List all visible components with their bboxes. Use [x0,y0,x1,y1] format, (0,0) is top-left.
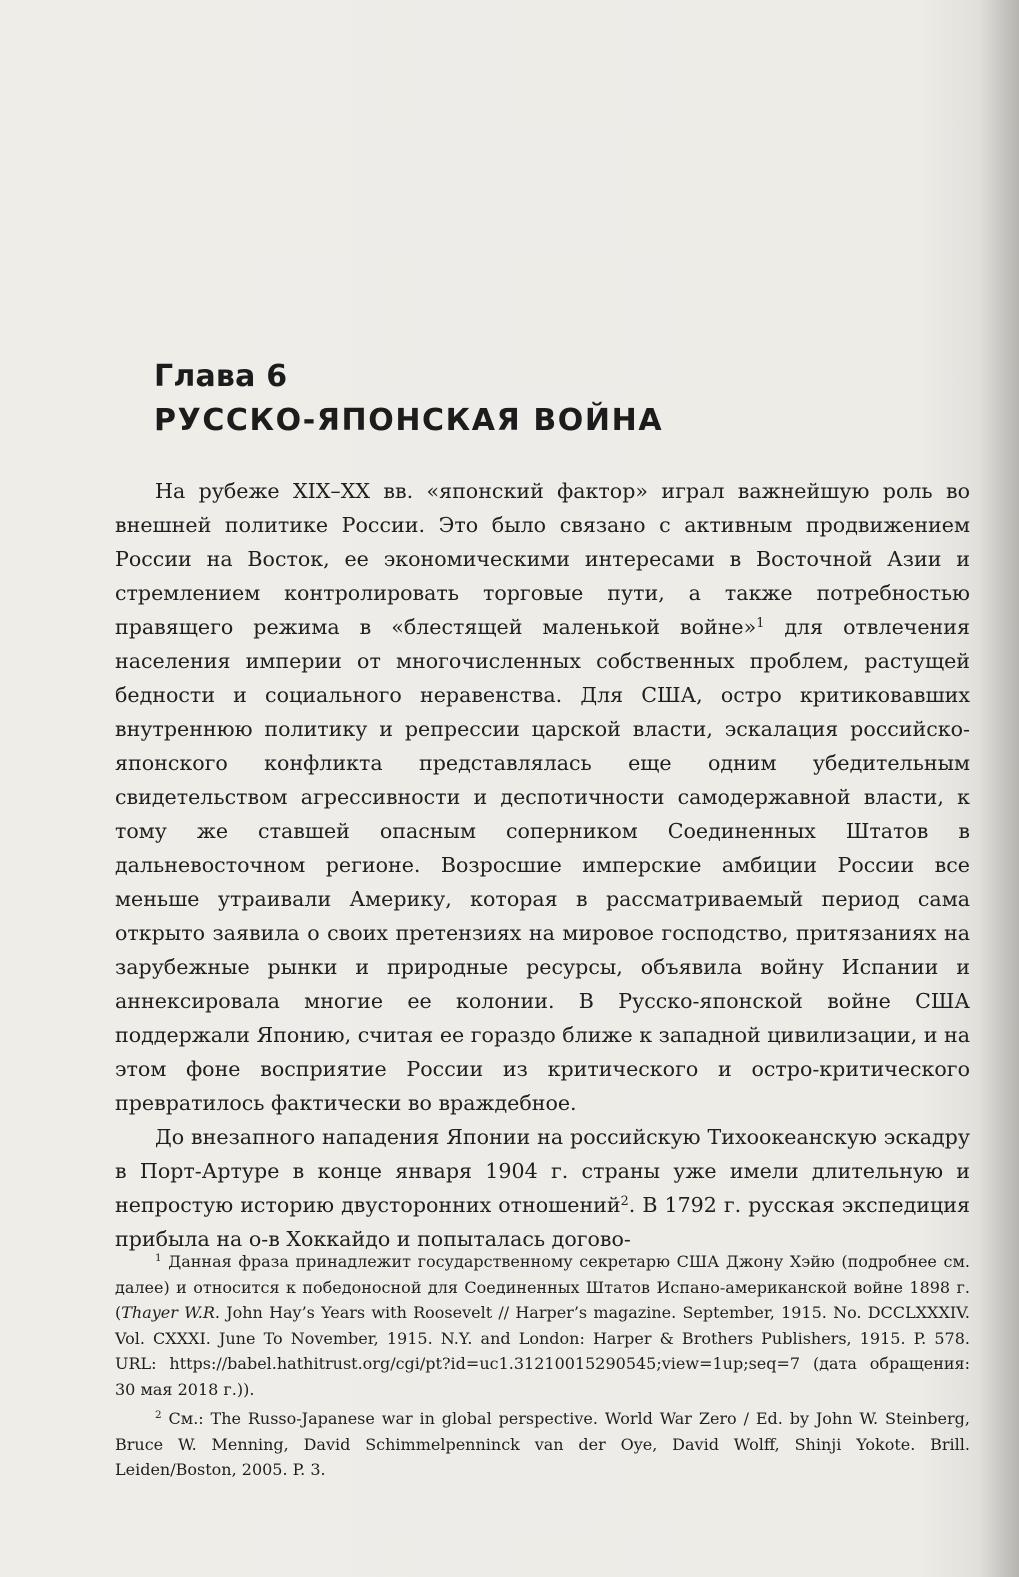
page-edge-shadow [979,0,1019,1577]
footnote-2-text: См.: The Russo-Japanese war in global perspective. World War Zero / Ed. by John W. Steinberg, Bruce W. Menning, David Schimmelpenninck van der Oye, David Wolff, Shinji Yokote. Brill. Leiden/Boston, 2005. P. 3. [115,1409,970,1479]
footnote-1-number: 1 [155,1251,162,1264]
chapter-label: Глава 6 [154,359,288,394]
footnote-2 [115,1406,970,1483]
paragraph-1 [115,474,970,1120]
body-text [115,474,970,1256]
footnote-ref-1: 1 [756,615,765,631]
chapter-heading [154,357,934,443]
footnote-1-part-a: Данная фраза принадлежит государственному секретарю США Джону Хэйю (подробнее см. далее) и относится к победоносной для Соединенных Штатов Испано-американской войне 1898 г. ( [115,1252,970,1322]
footnote-2-number: 2 [155,1408,162,1421]
paragraph-2 [115,1120,970,1256]
footnote-ref-2: 2 [620,1193,629,1209]
footnote-1-part-b: John Hay’s Years with Roosevelt // Harper’s magazine. September, 1915. No. DCCLXXXIV. Vol. CXXXI. June To November, 1915. N.Y. and London: Harper & Brothers Publishers, 1915. P. 578. URL: https://babel.hathitrust.org/cgi/pt?id=uc1.31210015290545;view=1up;seq=7 (дата обращения: 30 мая 2018 г.)). [115,1303,970,1399]
paragraph-2-part-b: . В 1792 г. русская экспедиция прибыла на о-в Хоккайдо и попыталась догово- [115,1193,970,1251]
paragraph-1-part-a: На рубеже XIX–XX вв. «японский фактор» играл важнейшую роль во внешней политике России. Это было связано с активным продвижением России на Восток, ее экономическими интересами в Восточной Азии и стремлением контролировать торговые пути, а также потребностью правящего режима в «блестящей маленькой войне» [115,479,970,639]
paragraph-2-part-a: До внезапного нападения Японии на российскую Тихоокеанскую эскадру в Порт-Артуре в конце января 1904 г. страны уже имели длительную и непростую историю двусторонних отношений [115,1125,970,1217]
chapter-title: РУССКО-ЯПОНСКАЯ ВОЙНА [154,403,664,438]
footnotes [115,1249,970,1487]
footnote-1 [115,1249,970,1402]
footnote-1-author: Thayer W.R. [121,1303,220,1322]
paragraph-1-part-b: для отвлечения населения империи от многочисленных собственных проблем, растущей бедности и социального неравенства. Для США, остро критиковавших внутреннюю политику и репрессии царской власти, эскалация российско-японского конфликта представлялась еще одним убедительным свидетельством агрессивности и деспотичности самодержавной власти, к тому же ставшей опасным соперником Соединенных Штатов в дальневосточном регионе. Возросшие имперские амбиции России все меньше утраивали Америку, которая в рассматриваемый период сама открыто заявила о своих претензиях на мировое господство, притязаниях на зарубежные рынки и природные ресурсы, объявила войну Испании и аннексировала многие ее колонии. В Русско-японской войне США поддержали Японию, считая ее гораздо ближе к западной цивилизации, и на этом фоне восприятие России из критического и остро-критического превратилось фактически во враждебное. [115,615,971,1115]
